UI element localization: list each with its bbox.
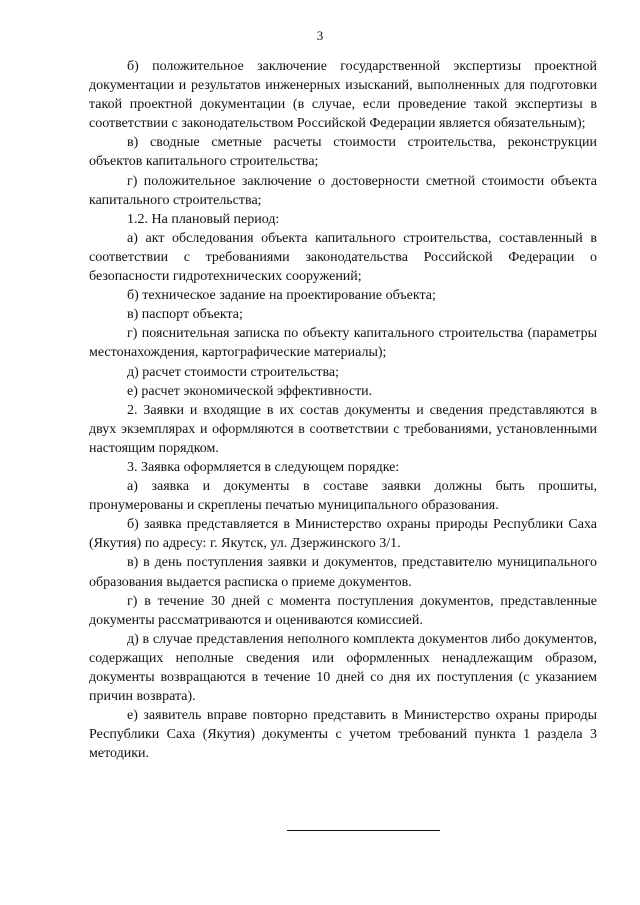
- paragraph-3a-binding: а) заявка и документы в составе заявки должны быть прошиты, пронумерованы и скреплены печатью муниципального образования.: [89, 479, 597, 514]
- paragraph-3-procedure: 3. Заявка оформляется в следующем порядке:: [127, 459, 400, 475]
- paragraph-1-2e-efficiency: е) расчет экономической эффективности.: [127, 383, 373, 399]
- document-body: [89, 57, 597, 763]
- paragraph-3d-incomplete-return: д) в случае представления неполного комплекта документов либо документов, содержащих неполные сведения или оформленных ненадлежащим образом, документы возвращаются в течение 10 дней со дня их поступления (с указанием причин возврата).: [89, 631, 597, 705]
- paragraph-1-2v-passport: в) паспорт объекта;: [127, 307, 243, 323]
- paragraph-1b-state-expertise: б) положительное заключение государственной экспертизы проектной документации и результатов инженерных изысканий, выполненных для подготовки такой проектной документации (в случае, если проведение такой экспертизы в соответствии с законодательством Российской Федерации является обязательным);: [89, 59, 597, 132]
- end-of-document-rule: [287, 830, 440, 831]
- paragraph-1-2-planned-period: 1.2. На плановый период:: [127, 211, 280, 227]
- paragraph-1v-cost-estimates: в) сводные сметные расчеты стоимости строительства, реконструкции объектов капитального строительства;: [89, 135, 597, 170]
- paragraph-1-2g-explanatory-note: г) пояснительная записка по объекту капитального строительства (параметры местонахождения, картографические материалы);: [89, 326, 597, 361]
- page-number: 3: [316, 28, 324, 43]
- paragraph-1-2a-inspection-act: а) акт обследования объекта капитального строительства, составленный в соответствии с требованиями законодательства Российской Федерации о безопасности гидротехнических сооружений;: [89, 230, 597, 285]
- paragraph-1-2b-technical-task: б) техническое задание на проектирование объекта;: [127, 288, 436, 304]
- paragraph-3v-receipt: в) в день поступления заявки и документов, представителю муниципального образования выдается расписка о приеме документов.: [89, 555, 597, 590]
- paragraph-3g-review-period: г) в течение 30 дней с момента поступления документов, представленные документы рассматриваются и оцениваются комиссией.: [89, 593, 597, 628]
- paragraph-1g-cost-conclusion: г) положительное заключение о достоверности сметной стоимости объекта капитального строительства;: [89, 173, 597, 208]
- paragraph-3e-resubmission: е) заявитель вправе повторно представить в Министерство охраны природы Республики Саха (Якутия) документы с учетом требований пункта 1 раздела 3 методики.: [89, 708, 597, 762]
- paragraph-2-applications: 2. Заявки и входящие в их состав документы и сведения представляются в двух экземплярах и оформляются в соответствии с требованиями, установленными настоящим порядком.: [89, 402, 597, 456]
- paragraph-1-2d-cost-calculation: д) расчет стоимости строительства;: [127, 364, 340, 380]
- paragraph-3b-submission-address: б) заявка представляется в Министерство охраны природы Республики Саха (Якутия) по адресу: г. Якутск, ул. Дзержинского 3/1.: [89, 517, 597, 552]
